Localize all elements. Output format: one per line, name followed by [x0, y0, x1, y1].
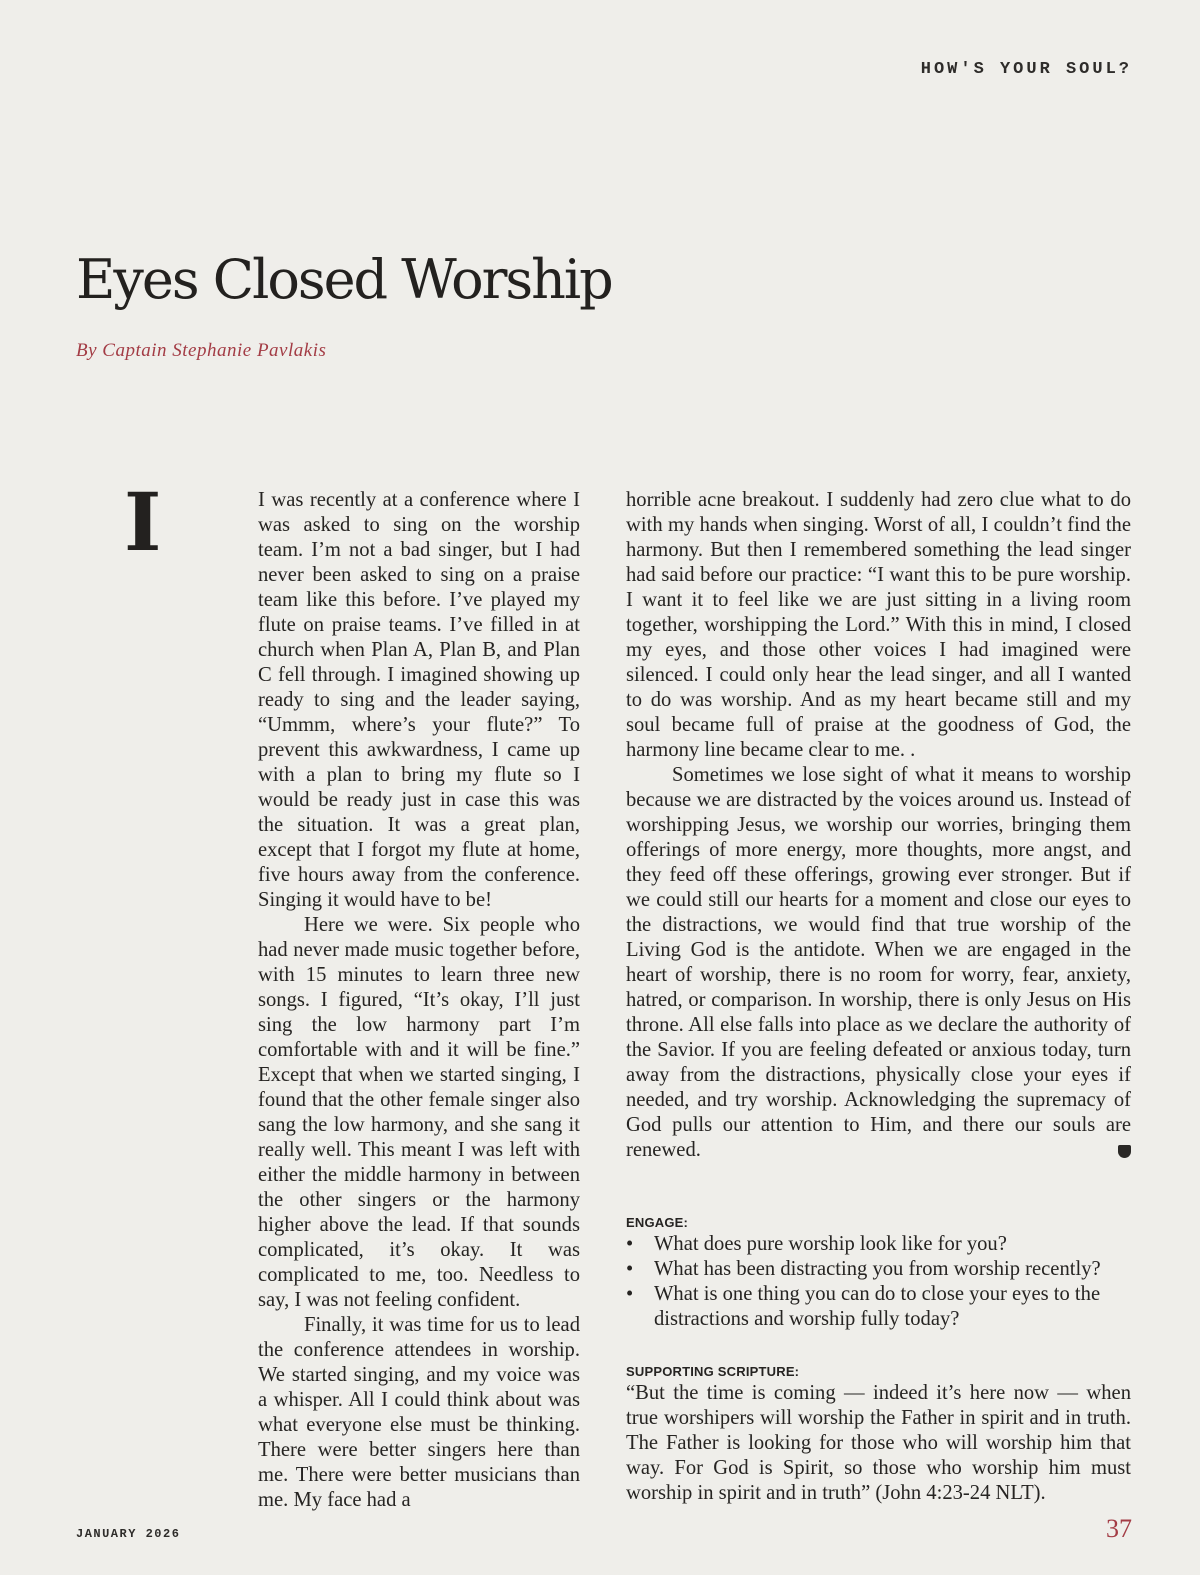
byline: By Captain Stephanie Pavlakis: [76, 340, 327, 361]
engage-question: • What does pure worship look like for you?: [626, 1233, 1007, 1255]
paragraph: I was recently at a conference where I was asked to sing on the worship team. I’m not a bad singer, but I had never been asked to sing on a praise team like this before. I’ve played my flute on praise teams. I’ve filled in at church when Plan A, Plan B, and Plan C fell through. I imagined showing up ready to sing and the leader saying, “Ummm, where’s your flute?” To prevent this awkwardness, I came up with a plan to bring my flute so I would be ready just in case this was the situation. It was a great plan, except that I forgot my flute at home, five hours away from the conference. Singing it would have to be!: [258, 489, 580, 911]
page-number: 37: [1106, 1514, 1132, 1543]
bullet-icon: •: [626, 1258, 634, 1280]
article-title: Eyes Closed Worship: [76, 248, 612, 311]
scripture-box: [626, 1364, 1131, 1506]
paragraph: Here we were. Six people who had never made music together before, with 15 minutes to learn three new songs. I figured, “It’s okay, I’ll just sing the low harmony part I’m comfortable with and it will be fine.” Except that when we started singing, I found that the other female singer also sang the low harmony, and she sang it really well. This meant I was left with either the middle harmony in between the other singers or the harmony higher above the lead. If that sounds complicated, it’s okay. It was complicated to me, too. Needless to say, I was not feeling confident.: [258, 914, 580, 1311]
section-tag: HOW'S YOUR SOUL?: [920, 60, 1132, 79]
paragraph-text: Sometimes we lose sight of what it means to worship because we are distracted by the voices around us. Instead of worshipping Jesus, we worship our worries, bringing them offerings of more energy, more thoughts, more angst, and they feed off these offerings, growing ever stronger. But if we could still our hearts for a moment and close our eyes to the distractions, we would find that true worship of the Living God is the antidote. When we are engaged in the heart of worship, there is no room for worry, fear, anxiety, hatred, or comparison. In worship, there is only Jesus on His throne. All else falls into place as we declare the authority of the Savior. If you are feeling defeated or anxious today, turn away from the distractions, physically close your eyes if needed, and try worship. Acknowledging the supremacy of God pulls our attention to Him, and there our souls are renewed.: [626, 764, 1131, 1161]
drop-cap: I: [124, 475, 162, 569]
engage-heading: ENGAGE:: [626, 1215, 689, 1230]
engage-question: • What has been distracting you from worship recently?: [626, 1258, 1101, 1280]
scripture-text: “But the time is coming — indeed it’s here now — when true worshipers will worship the Father in spirit and in truth. The Father is looking for those who will worship him that way. For God is Spirit, so those who worship him must worship in spirit and in truth” (John 4:23-24 NLT).: [626, 1382, 1131, 1504]
paragraph: horrible acne breakout. I suddenly had zero clue what to do with my hands when singing. Worst of all, I couldn’t find the harmony. But then I remembered something the lead singer had said before our practice: “I want this to be pure worship. I want it to feel like we are just sitting in a living room together, worshipping the Lord.” With this in mind, I closed my eyes, and those other voices I had imagined were silenced. I could only hear the lead singer, and all I wanted to do was worship. And as my heart became still and my soul became full of praise at the goodness of God, the harmony line became clear to me. .: [626, 489, 1131, 761]
engage-list: [626, 1232, 1131, 1332]
engage-box: [626, 1215, 1131, 1332]
issue-date: JANUARY 2026: [76, 1527, 181, 1541]
scripture-heading: SUPPORTING SCRIPTURE:: [626, 1364, 800, 1379]
article-column-1: [258, 488, 580, 1513]
paragraph-final: [626, 763, 1131, 1163]
article-column-2: [626, 488, 1131, 1163]
bullet-icon: •: [626, 1233, 634, 1255]
engage-question: • What is one thing you can do to close your eyes to the distractions and worship fully today?: [626, 1283, 1101, 1330]
bullet-icon: •: [626, 1283, 634, 1305]
end-mark-icon: [1118, 1145, 1131, 1158]
paragraph: Finally, it was time for us to lead the conference attendees in worship. We started singing, and my voice was a whisper. All I could think about was what everyone else must be thinking. There were better singers here than me. There were better musicians than me. My face had a: [258, 1314, 580, 1511]
